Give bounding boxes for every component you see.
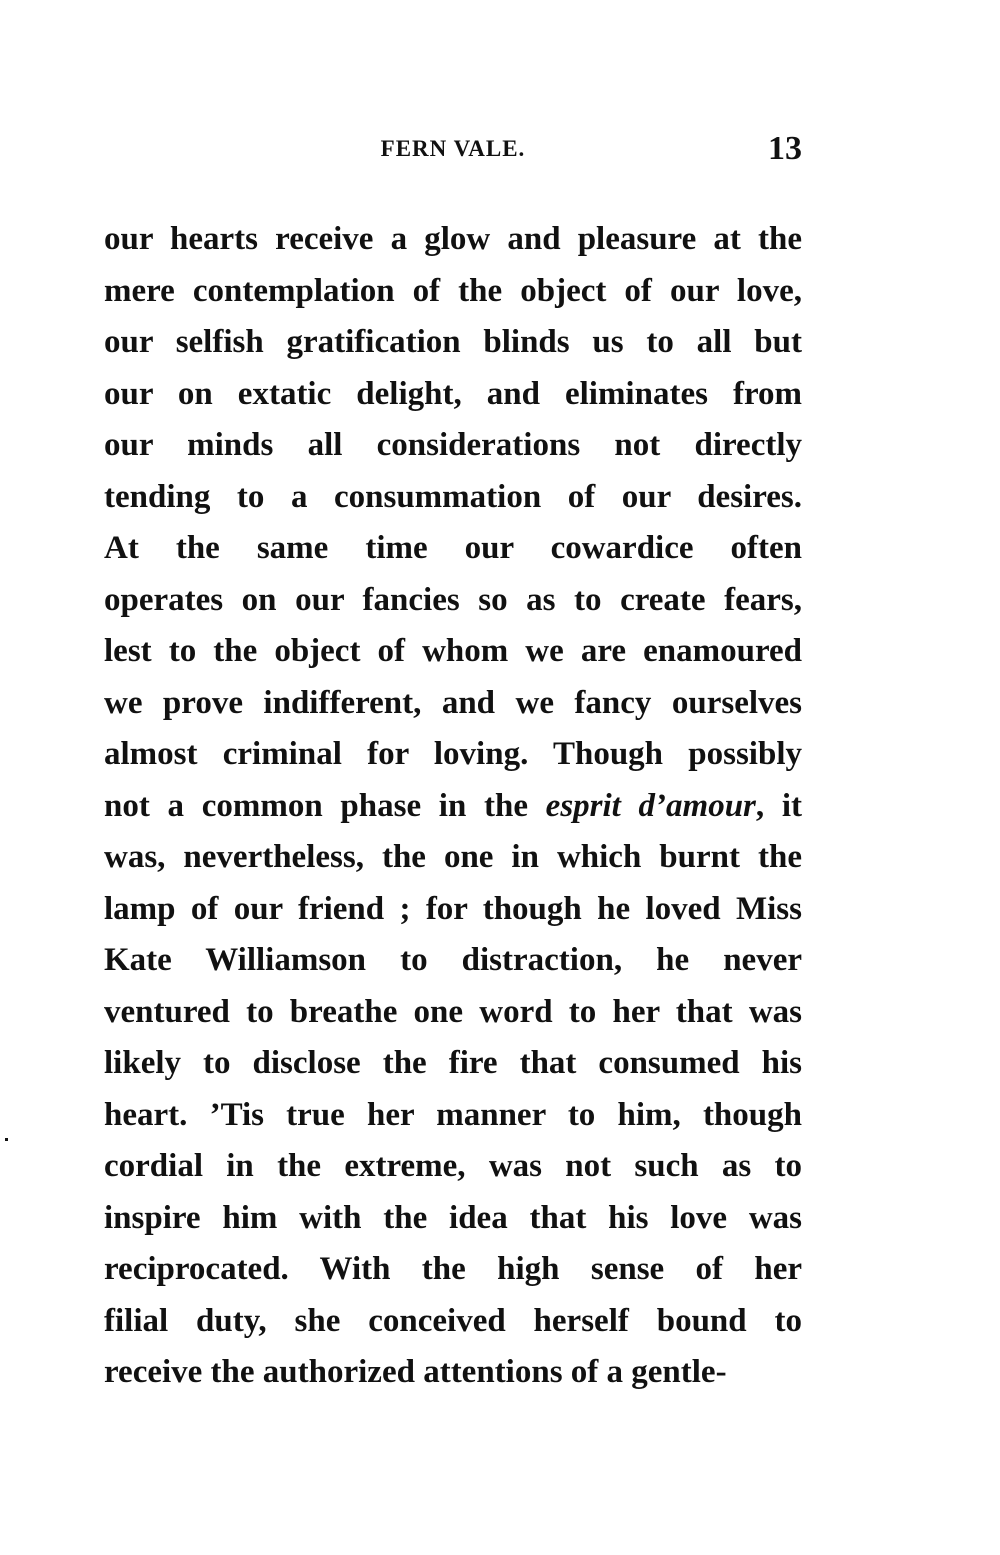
text-segment: , it	[755, 787, 802, 824]
text-line: reciprocated. With the high sense of her	[104, 1251, 802, 1287]
text-line: Kate Williamson to distraction, he never	[104, 942, 802, 978]
running-head	[104, 130, 802, 170]
text-line: At the same time our cowardice often	[104, 530, 802, 566]
text-segment: not a common phase in the	[104, 787, 546, 824]
running-title: FERN VALE.	[380, 136, 526, 161]
text-line: our on extatic delight, and eliminates from	[104, 375, 802, 412]
text-line: tending to a consummation of our desires.	[104, 478, 802, 515]
text-line: filial duty, she conceived herself bound to	[104, 1302, 802, 1339]
text-line: mere contemplation of the object of our love,	[104, 272, 802, 309]
text-line: inspire him with the idea that his love was	[104, 1199, 802, 1236]
text-line-last: receive the authorized attentions of a gentle-	[104, 1354, 727, 1390]
body-text	[104, 214, 802, 1399]
text-line: was, nevertheless, the one in which burnt the	[104, 839, 802, 875]
text-line-with-italic	[104, 781, 802, 833]
text-line: our hearts receive a glow and pleasure at the	[104, 221, 802, 257]
text-line: lest to the object of whom we are enamoured	[104, 633, 802, 669]
text-line: our minds all considerations not directly	[104, 427, 802, 463]
page-number: 13	[768, 130, 802, 167]
text-line: almost criminal for loving. Though possibly	[104, 736, 802, 772]
scan-speck	[5, 1138, 8, 1141]
text-line: ventured to breathe one word to her that was	[104, 993, 802, 1030]
text-line: operates on our fancies so as to create fears,	[104, 581, 802, 618]
text-line: lamp of our friend ; for though he loved Miss	[104, 890, 802, 927]
italic-phrase: esprit d’amour	[545, 787, 756, 824]
text-line: likely to disclose the fire that consumed his	[104, 1045, 802, 1081]
text-line: cordial in the extreme, was not such as to	[104, 1148, 802, 1184]
text-line: heart. ’Tis true her manner to him, though	[104, 1096, 802, 1133]
text-line: we prove indifferent, and we fancy ourselves	[104, 684, 802, 721]
text-line: our selfish gratification blinds us to all but	[104, 324, 802, 360]
